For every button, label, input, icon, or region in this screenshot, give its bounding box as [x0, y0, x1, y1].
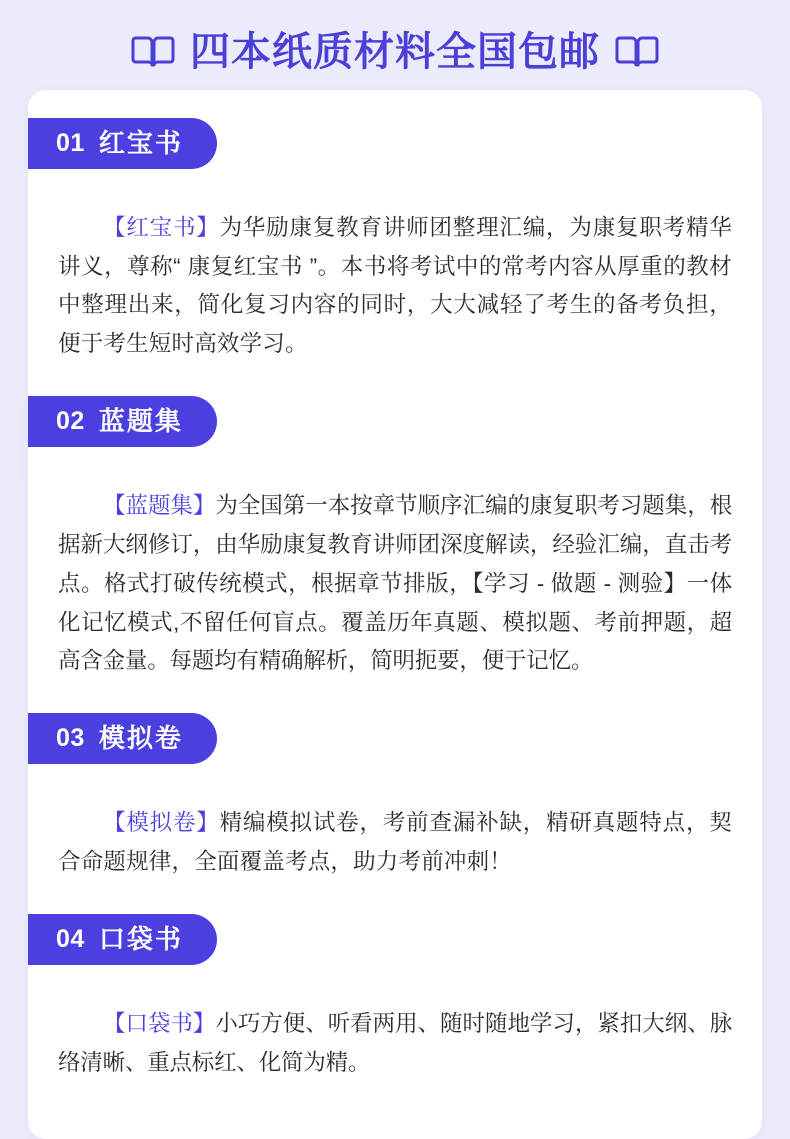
section-tag-02	[28, 396, 217, 447]
section-number: 04	[56, 924, 85, 953]
section-keyword: 【蓝题集】	[103, 493, 216, 519]
section-label: 蓝题集	[98, 406, 183, 437]
section-03	[28, 713, 762, 891]
book-icon-right	[614, 35, 660, 69]
section-number: 02	[56, 406, 85, 435]
section-number: 01	[56, 128, 85, 157]
section-label: 红宝书	[98, 128, 183, 158]
section-label: 模拟卷	[98, 723, 183, 754]
section-paragraph-02	[28, 469, 762, 690]
section-number: 03	[56, 723, 85, 752]
section-keyword: 【红宝书】	[103, 215, 220, 241]
section-tag-04	[28, 914, 217, 965]
content-card	[28, 90, 762, 1139]
section-tag-03	[28, 713, 217, 764]
section-02	[28, 396, 762, 691]
section-paragraph-04	[28, 987, 762, 1092]
section-body: 为华励康复教育讲师团整理汇编，为康复职考精华讲义，尊称“ 康复红宝书 ”。本书将考试中的常考内容从厚重的教材中整理出来，简化复习内容的同时，大大减轻了考生的备考负担，便于考生短时高效学习。	[58, 215, 732, 357]
book-icon-left	[130, 35, 176, 69]
section-label: 口袋书	[98, 924, 183, 955]
section-body: 小巧方便、听看两用、随时随地学习，紧扣大纲、脉络清晰、重点标红、化简为精。	[58, 1011, 732, 1076]
section-tag-01	[28, 118, 217, 169]
section-paragraph-03	[28, 786, 762, 891]
section-04	[28, 914, 762, 1092]
section-keyword: 【模拟卷】	[103, 810, 220, 836]
page-header	[0, 0, 790, 90]
section-body: 为全国第一本按章节顺序汇编的康复职考习题集，根据新大纲修订，由华励康复教育讲师团深度解读，经验汇编，直击考点。格式打破传统模式，根据章节排版，【学习 - 做题 - 测验】一体化记忆模式,不留任何盲点。覆盖历年真题、模拟题、考前押题，超高含金量。每题均有精确解析，简明扼要，便于记忆。	[58, 493, 732, 674]
section-body: 精编模拟试卷，考前查漏补缺，精研真题特点，契合命题规律，全面覆盖考点，助力考前冲刺！	[58, 810, 732, 875]
section-paragraph-01	[28, 191, 762, 374]
section-keyword: 【口袋书】	[103, 1011, 216, 1037]
page-title: 四本纸质材料全国包邮	[190, 30, 600, 74]
section-01	[28, 118, 762, 374]
